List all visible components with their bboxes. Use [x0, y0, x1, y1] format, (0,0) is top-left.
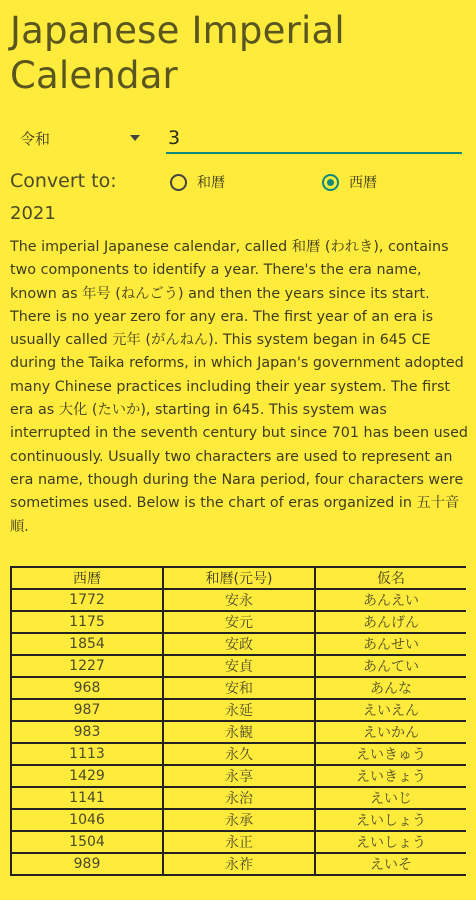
- cell-era: 安政: [163, 633, 315, 655]
- chevron-down-icon: [130, 135, 140, 141]
- cell-kana: えいえん: [315, 699, 466, 721]
- table-row: [11, 633, 466, 655]
- table-row: [11, 787, 466, 809]
- year-input[interactable]: [166, 124, 462, 154]
- cell-year: 1227: [11, 655, 163, 677]
- convert-to-label: Convert to:: [10, 170, 117, 192]
- cell-kana: あんえい: [315, 589, 466, 611]
- radio-unchecked-icon: [170, 174, 187, 191]
- header-wareki: 和暦(元号): [163, 567, 315, 589]
- cell-era: 永治: [163, 787, 315, 809]
- table-row: [11, 677, 466, 699]
- cell-kana: あんせい: [315, 633, 466, 655]
- radio-seireki-label: 西暦: [349, 175, 377, 191]
- radio-seireki[interactable]: [322, 172, 377, 192]
- cell-era: 安貞: [163, 655, 315, 677]
- table-row: [11, 721, 466, 743]
- app-title: Japanese Imperial Calendar: [10, 9, 345, 97]
- cell-kana: あんてい: [315, 655, 466, 677]
- table-row: [11, 611, 466, 633]
- header-kana: 仮名: [315, 567, 466, 589]
- cell-kana: えいきゅう: [315, 743, 466, 765]
- cell-era: 安元: [163, 611, 315, 633]
- era-dropdown-value: 令和: [20, 129, 51, 148]
- cell-era: 永享: [163, 765, 315, 787]
- cell-year: 989: [11, 853, 163, 875]
- table-row: [11, 809, 466, 831]
- radio-checked-icon: [322, 174, 339, 191]
- cell-year: 1854: [11, 633, 163, 655]
- table-row: [11, 765, 466, 787]
- cell-era: 永承: [163, 809, 315, 831]
- cell-kana: えいじ: [315, 787, 466, 809]
- cell-kana: えいそ: [315, 853, 466, 875]
- cell-year: 1175: [11, 611, 163, 633]
- cell-kana: えいきょう: [315, 765, 466, 787]
- description-text: The imperial Japanese calendar, called 和暦 (われき), contains two components to identify a year. There's the era name, known as 年号 (ねんごう) and then the years since its start. There is no year zero for any era. The first year of an era is usually called 元年 (がんねん). This system began in 645 CE during the Taika reforms, in which Japan's government adopted many Chinese practices including their year system. The first era as 大化 (たいか), starting in 645. This system was interrupted in the seventh century but since 701 has been used continuously. Usually two characters are used to represent an era name, though during the Nara period, four characters were sometimes used. Below is the chart of eras organized in 五十音順.: [10, 239, 468, 535]
- radio-wareki-label: 和暦: [197, 175, 225, 191]
- table-row: [11, 853, 466, 875]
- cell-era: 安和: [163, 677, 315, 699]
- cell-era: 安永: [163, 589, 315, 611]
- cell-year: 968: [11, 677, 163, 699]
- radio-wareki[interactable]: [170, 172, 225, 192]
- cell-kana: えいかん: [315, 721, 466, 743]
- table-row: [11, 699, 466, 721]
- cell-year: 1429: [11, 765, 163, 787]
- cell-era: 永正: [163, 831, 315, 853]
- cell-kana: あんな: [315, 677, 466, 699]
- cell-year: 1504: [11, 831, 163, 853]
- table-row: [11, 655, 466, 677]
- table-row: [11, 743, 466, 765]
- cell-year: 983: [11, 721, 163, 743]
- table-row: [11, 831, 466, 853]
- cell-era: 永祚: [163, 853, 315, 875]
- cell-era: 永観: [163, 721, 315, 743]
- cell-year: 1141: [11, 787, 163, 809]
- era-dropdown[interactable]: [12, 124, 148, 152]
- cell-kana: えいしょう: [315, 809, 466, 831]
- table-row: [11, 589, 466, 611]
- era-table: [10, 566, 466, 876]
- cell-kana: えいしょう: [315, 831, 466, 853]
- cell-era: 永延: [163, 699, 315, 721]
- cell-year: 1113: [11, 743, 163, 765]
- cell-year: 1046: [11, 809, 163, 831]
- header-seireki: 西暦: [11, 567, 163, 589]
- table-header-row: [11, 567, 466, 589]
- conversion-result: 2021: [10, 203, 56, 224]
- era-table-container[interactable]: [10, 566, 466, 900]
- cell-year: 1772: [11, 589, 163, 611]
- cell-year: 987: [11, 699, 163, 721]
- cell-kana: あんげん: [315, 611, 466, 633]
- cell-era: 永久: [163, 743, 315, 765]
